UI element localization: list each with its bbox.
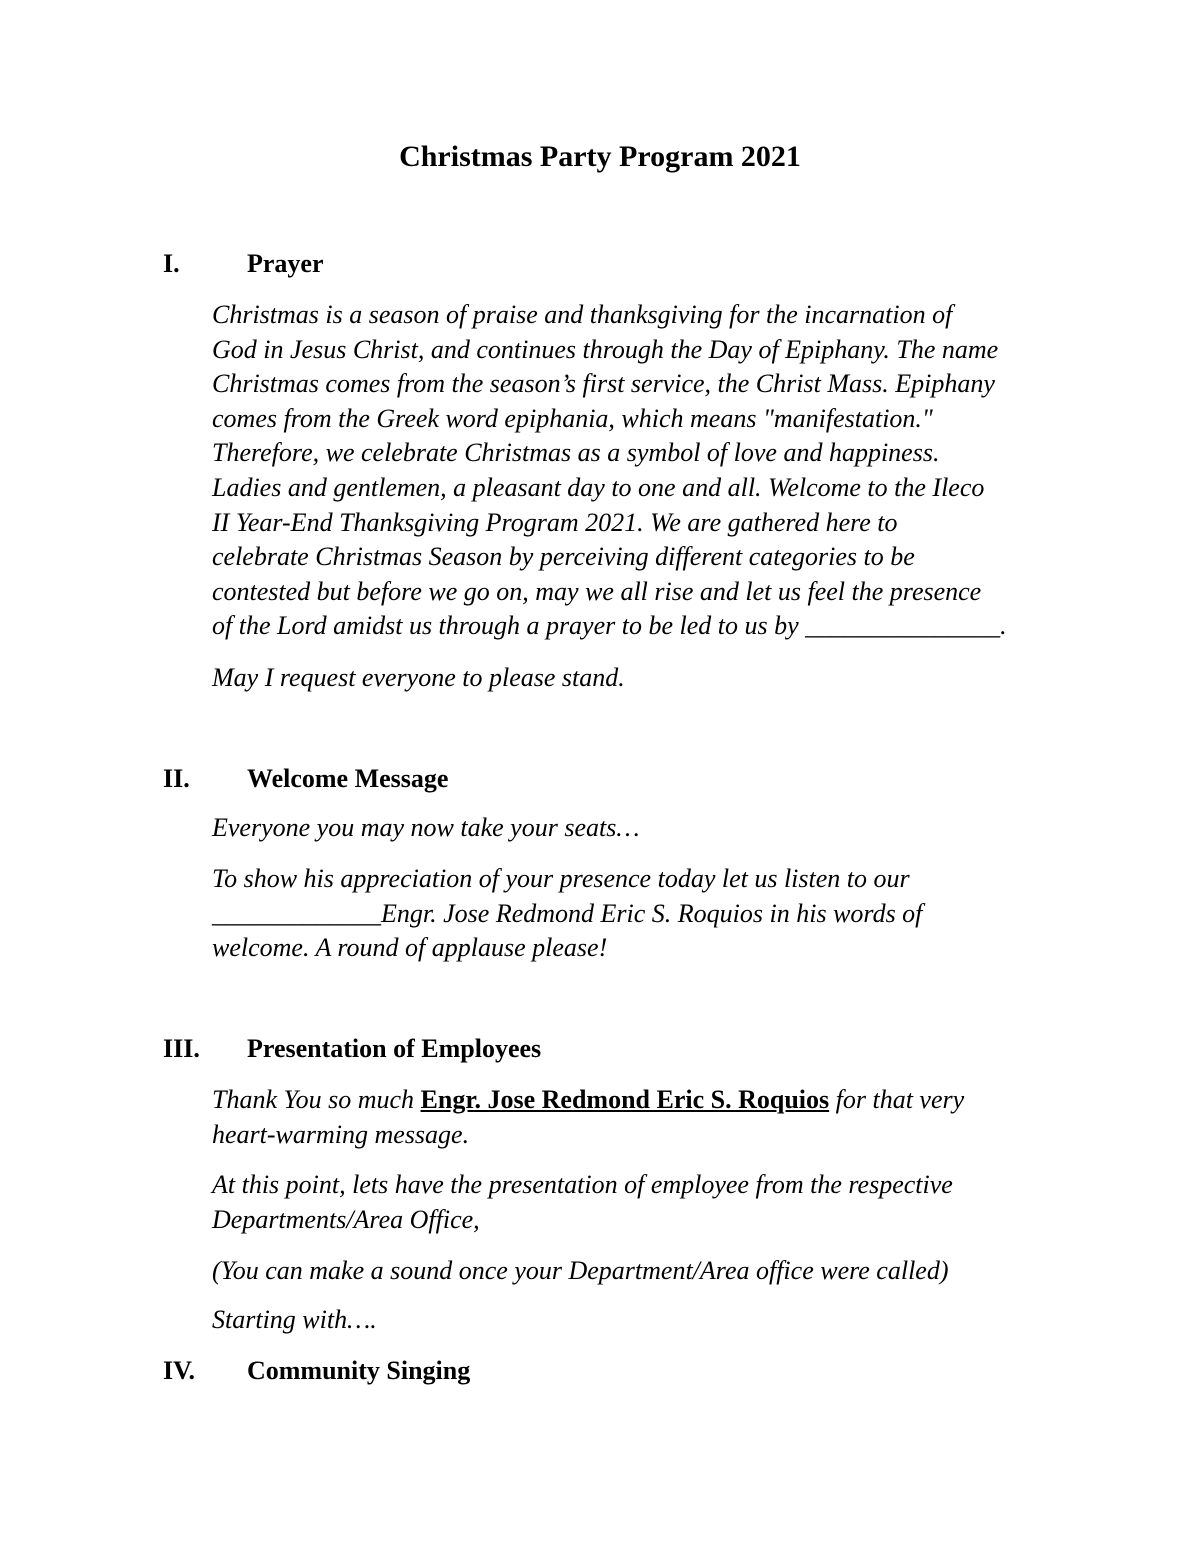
text-line: heart-warming message. bbox=[212, 1119, 470, 1149]
text-line: To show his appreciation of your presence today let us listen to our bbox=[212, 864, 910, 893]
section-number: I. bbox=[163, 249, 180, 278]
text-line: At this point, lets have the presentation of employee from the respective bbox=[212, 1170, 953, 1199]
text-line: Christmas is a season of praise and thanksgiving for the incarnation of bbox=[212, 300, 953, 329]
text-line: of the Lord amidst us through a prayer to be led to us by _______________. bbox=[212, 611, 1007, 641]
section-heading-presentation bbox=[163, 1034, 541, 1064]
text-line: Ladies and gentlemen, a pleasant day to one and all. Welcome to the Ileco bbox=[212, 472, 985, 502]
text-line: comes from the Greek word epiphania, which means "manifestation." bbox=[212, 403, 933, 433]
text-line: celebrate Christmas Season by perceiving different categories to be bbox=[212, 542, 915, 572]
section-title: Community Singing bbox=[247, 1356, 471, 1385]
section-heading-prayer bbox=[163, 249, 324, 279]
section-heading-community-singing bbox=[163, 1356, 470, 1386]
text-line: welcome. A round of applause please! bbox=[212, 933, 608, 963]
thank-pre: Thank You so much bbox=[212, 1085, 421, 1114]
text-line: Christmas comes from the season’s first service, the Christ Mass. Epiphany bbox=[212, 369, 995, 399]
text-line bbox=[212, 1083, 964, 1118]
seats-line: Everyone you may now take your seats… bbox=[212, 813, 640, 842]
text-line: II Year-End Thanksgiving Program 2021. We are gathered here to bbox=[212, 507, 898, 537]
section-number: III. bbox=[163, 1034, 200, 1063]
stand-request: May I request everyone to please stand. bbox=[212, 663, 625, 692]
section-number: IV. bbox=[163, 1356, 196, 1385]
section-heading-welcome bbox=[163, 764, 448, 794]
sound-note: (You can make a sound once your Department/Area office were called) bbox=[212, 1256, 949, 1285]
section-title: Prayer bbox=[247, 249, 324, 278]
presentation-paragraph bbox=[212, 1168, 953, 1237]
document-title: Christmas Party Program 2021 bbox=[399, 140, 801, 173]
section-number: II. bbox=[163, 764, 190, 793]
text-line: Therefore, we celebrate Christmas as a symbol of love and happiness. bbox=[212, 438, 940, 468]
starting-with: Starting with…. bbox=[212, 1305, 377, 1334]
prayer-paragraph bbox=[212, 298, 1007, 644]
text-line: contested but before we go on, may we all rise and let us feel the presence bbox=[212, 576, 982, 606]
text-line: God in Jesus Christ, and continues through the Day of Epiphany. The name bbox=[212, 334, 999, 364]
thank-post: for that very bbox=[829, 1085, 965, 1114]
text-line: _____________Engr. Jose Redmond Eric S. Roquios in his words of bbox=[212, 898, 923, 928]
section-title: Presentation of Employees bbox=[247, 1034, 542, 1063]
text-line: Departments/Area Office, bbox=[212, 1204, 480, 1234]
thank-you-paragraph bbox=[212, 1083, 964, 1152]
section-title: Welcome Message bbox=[247, 764, 449, 793]
speaker-name: Engr. Jose Redmond Eric S. Roquios bbox=[420, 1085, 830, 1114]
welcome-paragraph bbox=[212, 862, 922, 966]
